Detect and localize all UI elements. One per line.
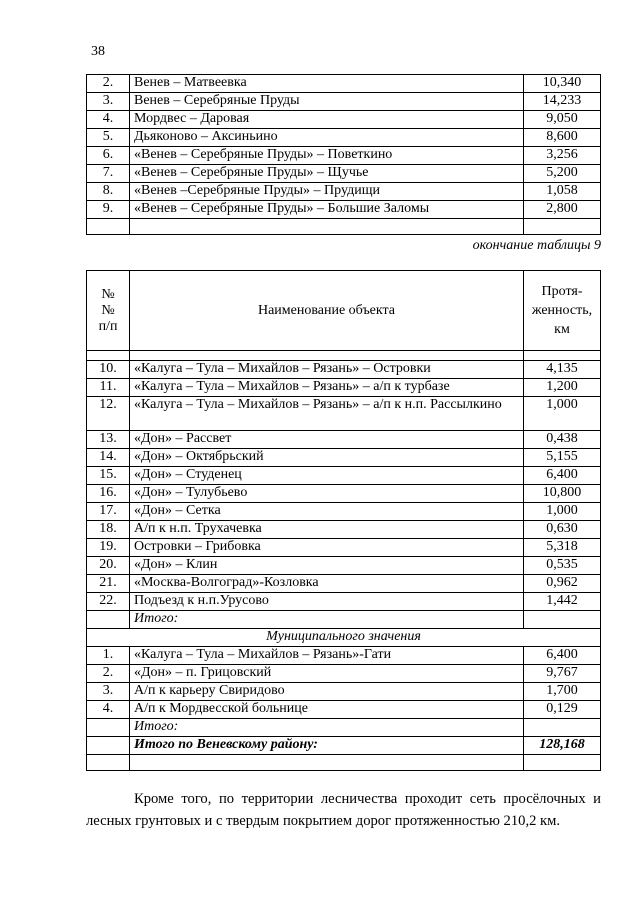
- empty-row: [87, 351, 601, 361]
- roads-table-top: [86, 74, 601, 235]
- table-row: [87, 521, 601, 539]
- row-name: «Дон» – Тулубьево: [130, 485, 524, 503]
- row-number: 20.: [87, 557, 130, 575]
- total-row: [87, 737, 601, 755]
- closing-paragraph: Кроме того, по территории лесничества проходит сеть просёлочных и лесных грунтовых и с твердым покрытием дорог протяженностью 210,2 км.: [86, 791, 601, 829]
- row-name: «Калуга – Тула – Михайлов – Рязань» – а/п к турбазе: [130, 379, 524, 397]
- row-number: 18.: [87, 521, 130, 539]
- row-length: 0,962: [524, 575, 601, 593]
- row-name: Мордвес – Даровая: [130, 111, 524, 129]
- row-number: 4.: [87, 701, 130, 719]
- row-length: 0,630: [524, 521, 601, 539]
- row-name: Подъезд к н.п.Урусово: [130, 593, 524, 611]
- row-number: 1.: [87, 647, 130, 665]
- row-number: 7.: [87, 165, 130, 183]
- row-number: 17.: [87, 503, 130, 521]
- empty-row: [87, 219, 601, 235]
- table-row: [87, 665, 601, 683]
- subtotal-row-b: [87, 719, 601, 737]
- row-number: 16.: [87, 485, 130, 503]
- row-name: А/п к Мордвесской больнице: [130, 701, 524, 719]
- row-number: 2.: [87, 75, 130, 93]
- row-number: 9.: [87, 201, 130, 219]
- row-length: 1,200: [524, 379, 601, 397]
- row-number: 15.: [87, 467, 130, 485]
- row-length: 1,000: [524, 397, 601, 431]
- row-name: «Венев – Серебряные Пруды» – Поветкино: [130, 147, 524, 165]
- row-length: 8,600: [524, 129, 601, 147]
- row-length: 0,535: [524, 557, 601, 575]
- row-number: 21.: [87, 575, 130, 593]
- table-row: [87, 467, 601, 485]
- table-header-row: [87, 271, 601, 351]
- row-number: 19.: [87, 539, 130, 557]
- table-row: [87, 431, 601, 449]
- row-length: 4,135: [524, 361, 601, 379]
- header-length: Протя-женность, км: [524, 271, 601, 351]
- row-length: 0,438: [524, 431, 601, 449]
- row-name: «Калуга – Тула – Михайлов – Рязань» – а/п к н.п. Рассылкино: [130, 397, 524, 431]
- row-number: 11.: [87, 379, 130, 397]
- subtotal-row-a: [87, 611, 601, 629]
- row-name: А/п к карьеру Свиридово: [130, 683, 524, 701]
- row-length: 6,400: [524, 647, 601, 665]
- row-number: 22.: [87, 593, 130, 611]
- row-length: 5,318: [524, 539, 601, 557]
- row-length: 1,058: [524, 183, 601, 201]
- table-row: [87, 129, 601, 147]
- row-number: 13.: [87, 431, 130, 449]
- table-row: [87, 201, 601, 219]
- total-row-value: 128,168: [524, 737, 601, 755]
- row-number: 3.: [87, 683, 130, 701]
- table-row: [87, 111, 601, 129]
- row-number: 12.: [87, 397, 130, 431]
- table-row: [87, 147, 601, 165]
- table-row: [87, 93, 601, 111]
- row-name: Островки – Грибовка: [130, 539, 524, 557]
- row-name: Дьяконово – Аксиньино: [130, 129, 524, 147]
- table-row: [87, 449, 601, 467]
- table-row: [87, 75, 601, 93]
- table-row: [87, 575, 601, 593]
- row-length: 2,800: [524, 201, 601, 219]
- header-name: Наименование объекта: [130, 271, 524, 351]
- subtotal-row-a-label: Итого:: [130, 611, 524, 629]
- row-length: 1,000: [524, 503, 601, 521]
- row-name: «Москва-Волгоград»-Козловка: [130, 575, 524, 593]
- row-length: 1,442: [524, 593, 601, 611]
- row-length: 1,700: [524, 683, 601, 701]
- row-length: 5,200: [524, 165, 601, 183]
- section-title: Муниципального значения: [87, 629, 601, 647]
- subtotal-row-b-label: Итого:: [130, 719, 524, 737]
- row-number: 10.: [87, 361, 130, 379]
- section-row: [87, 629, 601, 647]
- row-length: 10,340: [524, 75, 601, 93]
- row-number: 2.: [87, 665, 130, 683]
- row-name: «Дон» – Сетка: [130, 503, 524, 521]
- table-row: [87, 379, 601, 397]
- row-length: 5,155: [524, 449, 601, 467]
- total-row-label: Итого по Веневскому району:: [130, 737, 524, 755]
- header-number: №№ п/п: [87, 271, 130, 351]
- row-length: 10,800: [524, 485, 601, 503]
- table-row: [87, 557, 601, 575]
- page-number: 38: [91, 44, 105, 59]
- row-number: 8.: [87, 183, 130, 201]
- table-row: [87, 397, 601, 431]
- empty-row: [87, 755, 601, 771]
- table-caption: окончание таблицы 9: [472, 238, 601, 253]
- row-name: «Дон» – Студенец: [130, 467, 524, 485]
- row-length: 14,233: [524, 93, 601, 111]
- row-length: 3,256: [524, 147, 601, 165]
- table-row: [87, 503, 601, 521]
- table-row: [87, 683, 601, 701]
- table-row: [87, 539, 601, 557]
- row-length: 9,767: [524, 665, 601, 683]
- table-row: [87, 647, 601, 665]
- row-name: «Венев – Серебряные Пруды» – Щучье: [130, 165, 524, 183]
- table-row: [87, 165, 601, 183]
- table-row: [87, 361, 601, 379]
- row-name: «Дон» – п. Грицовский: [130, 665, 524, 683]
- row-name: «Калуга – Тула – Михайлов – Рязань»-Гати: [130, 647, 524, 665]
- row-length: 9,050: [524, 111, 601, 129]
- row-number: 6.: [87, 147, 130, 165]
- row-name: Венев – Матвеевка: [130, 75, 524, 93]
- row-number: 4.: [87, 111, 130, 129]
- table-row: [87, 485, 601, 503]
- row-name: «Дон» – Клин: [130, 557, 524, 575]
- row-name: «Калуга – Тула – Михайлов – Рязань» – Островки: [130, 361, 524, 379]
- roads-table-main: [86, 270, 601, 771]
- row-name: А/п к н.п. Трухачевка: [130, 521, 524, 539]
- row-name: «Дон» – Октябрьский: [130, 449, 524, 467]
- row-number: 14.: [87, 449, 130, 467]
- row-name: «Венев – Серебряные Пруды» – Большие Заломы: [130, 201, 524, 219]
- row-length: 6,400: [524, 467, 601, 485]
- row-length: 0,129: [524, 701, 601, 719]
- table-row: [87, 593, 601, 611]
- row-name: «Дон» – Рассвет: [130, 431, 524, 449]
- table-row: [87, 183, 601, 201]
- table-row: [87, 701, 601, 719]
- row-number: 5.: [87, 129, 130, 147]
- row-name: «Венев –Серебряные Пруды» – Прудищи: [130, 183, 524, 201]
- row-name: Венев – Серебряные Пруды: [130, 93, 524, 111]
- row-number: 3.: [87, 93, 130, 111]
